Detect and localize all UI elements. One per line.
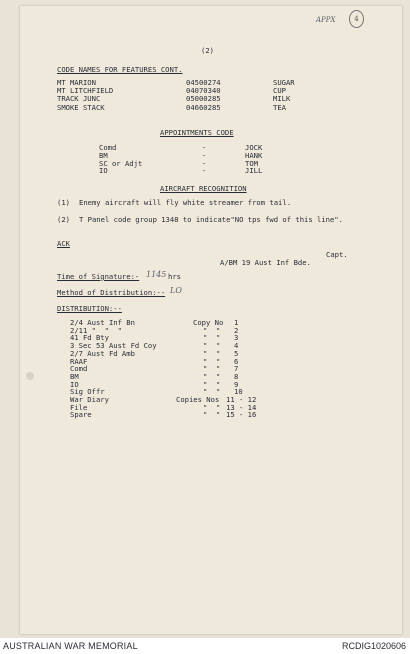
distribution-copy-number: 11 - 12 bbox=[226, 395, 257, 404]
code-name-code: MILK bbox=[273, 94, 291, 104]
appointment-code: TOM bbox=[245, 158, 258, 168]
time-of-signature-handwritten: 1145 bbox=[146, 270, 167, 279]
distribution-copy-label: " " bbox=[203, 410, 221, 420]
aircraft-item-1-num: (1) bbox=[57, 198, 70, 207]
code-name-ref: 04500274 bbox=[186, 78, 221, 87]
code-name-ref: 05000285 bbox=[186, 94, 221, 104]
distribution-copy-number: 6 bbox=[234, 356, 239, 366]
punch-hole bbox=[26, 372, 34, 380]
distribution-recipient: 2/7 Aust Fd Amb bbox=[70, 348, 135, 358]
distribution-copy-number: 7 bbox=[234, 364, 239, 374]
appointment-code: HANK bbox=[245, 150, 263, 160]
signature-rank: Capt. bbox=[326, 250, 348, 259]
code-name-place: MT LITCHFIELD bbox=[57, 86, 114, 96]
distribution-recipient: 41 Fd Bty bbox=[70, 333, 109, 343]
distribution-copy-number: 8 bbox=[234, 371, 239, 381]
code-name-code: SUGAR bbox=[273, 78, 295, 87]
distribution-copy-label: Copies Nos bbox=[176, 395, 220, 404]
distribution-copy-label: " " bbox=[203, 356, 221, 366]
distribution-copy-number: 1 bbox=[234, 318, 239, 327]
distribution-copy-label: " " bbox=[203, 348, 221, 358]
code-name-code: CUP bbox=[273, 86, 286, 96]
distribution-recipient: File bbox=[70, 402, 88, 412]
code-name-place: TRACK JUNC bbox=[57, 94, 101, 104]
method-of-distribution-handwritten: LO bbox=[170, 286, 182, 295]
distribution-recipient: BM bbox=[70, 371, 79, 381]
distribution-copy-label: " " bbox=[203, 333, 221, 343]
aircraft-item-1-text: Enemy aircraft will fly white streamer from tail. bbox=[79, 198, 292, 207]
footer-id: RCDIG1020606 bbox=[341, 641, 406, 651]
distribution-copy-label: " " bbox=[203, 325, 221, 335]
code-name-code: TEA bbox=[273, 102, 286, 112]
distribution-recipient: 2/11 " " " bbox=[70, 325, 122, 335]
appointment-dash: - bbox=[202, 150, 207, 160]
distribution-recipient: Comd bbox=[70, 364, 88, 374]
appx-annotation: APPX bbox=[316, 16, 336, 24]
appointment-code: JOCK bbox=[245, 143, 263, 152]
distribution-copy-number: 15 - 16 bbox=[226, 410, 257, 420]
aircraft-item-2-text: T Panel code group 1348 to indicate"NO tps fwd of this line". bbox=[79, 215, 343, 224]
distribution-copy-number: 3 bbox=[234, 333, 239, 343]
distribution-copy-label: " " bbox=[203, 364, 221, 374]
footer-source: AUSTRALIAN WAR MEMORIAL bbox=[3, 641, 138, 651]
aircraft-item-2-num: (2) bbox=[57, 215, 70, 224]
code-name-place: MT MARION bbox=[57, 78, 96, 87]
distribution-recipient: 3 Sec 53 Aust Fd Coy bbox=[70, 341, 157, 351]
appointment-role: SC or Adjt bbox=[99, 158, 143, 168]
appointment-dash: - bbox=[202, 166, 207, 176]
distribution-recipient: RAAF bbox=[70, 356, 88, 366]
distribution-copy-label: Copy No bbox=[193, 318, 224, 327]
time-of-signature-label: Time of Signature:- bbox=[57, 272, 140, 281]
method-of-distribution-label: Method of Distribution:-- bbox=[57, 288, 166, 297]
appointments-heading: APPOINTMENTS CODE bbox=[160, 128, 234, 137]
code-name-place: SMOKE STACK bbox=[57, 102, 105, 112]
appointment-dash: - bbox=[202, 158, 207, 168]
page-number: (2) bbox=[201, 46, 214, 55]
distribution-copy-number: 4 bbox=[234, 341, 239, 351]
appointment-role: Comd bbox=[99, 143, 117, 152]
signature-unit: A/BM 19 Aust Inf Bde. bbox=[220, 258, 311, 267]
distribution-copy-number: 13 - 14 bbox=[226, 402, 257, 412]
circled-page-number: 4 bbox=[349, 10, 364, 28]
distribution-heading: DISTRIBUTION:-- bbox=[57, 304, 122, 313]
distribution-copy-number: 2 bbox=[234, 325, 239, 335]
distribution-recipient: Spare bbox=[70, 410, 92, 420]
ack-label: ACK bbox=[57, 239, 70, 248]
distribution-recipient: IO bbox=[70, 379, 79, 389]
appointment-dash: - bbox=[202, 143, 207, 152]
code-name-ref: 04070340 bbox=[186, 86, 221, 96]
distribution-copy-number: 10 bbox=[234, 387, 243, 397]
distribution-copy-label: " " bbox=[203, 402, 221, 412]
appointment-code: JILL bbox=[245, 166, 263, 176]
distribution-copy-number: 5 bbox=[234, 348, 239, 358]
archive-footer bbox=[0, 638, 410, 654]
distribution-copy-label: " " bbox=[203, 341, 221, 351]
distribution-copy-label: " " bbox=[203, 387, 221, 397]
aircraft-heading: AIRCRAFT RECOGNITION bbox=[160, 184, 247, 193]
code-name-ref: 04660285 bbox=[186, 102, 221, 112]
appointment-role: BM bbox=[99, 150, 108, 160]
distribution-recipient: Sig Offr bbox=[70, 387, 105, 397]
distribution-recipient: 2/4 Aust Inf Bn bbox=[70, 318, 135, 327]
distribution-recipient: War Diary bbox=[70, 395, 109, 404]
distribution-copy-number: 9 bbox=[234, 379, 239, 389]
code-names-heading: CODE NAMES FOR FEATURES CONT. bbox=[57, 65, 183, 74]
distribution-copy-label: " " bbox=[203, 379, 221, 389]
appointment-role: IO bbox=[99, 166, 108, 176]
time-of-signature-suffix: hrs bbox=[168, 272, 181, 281]
distribution-copy-label: " " bbox=[203, 371, 221, 381]
